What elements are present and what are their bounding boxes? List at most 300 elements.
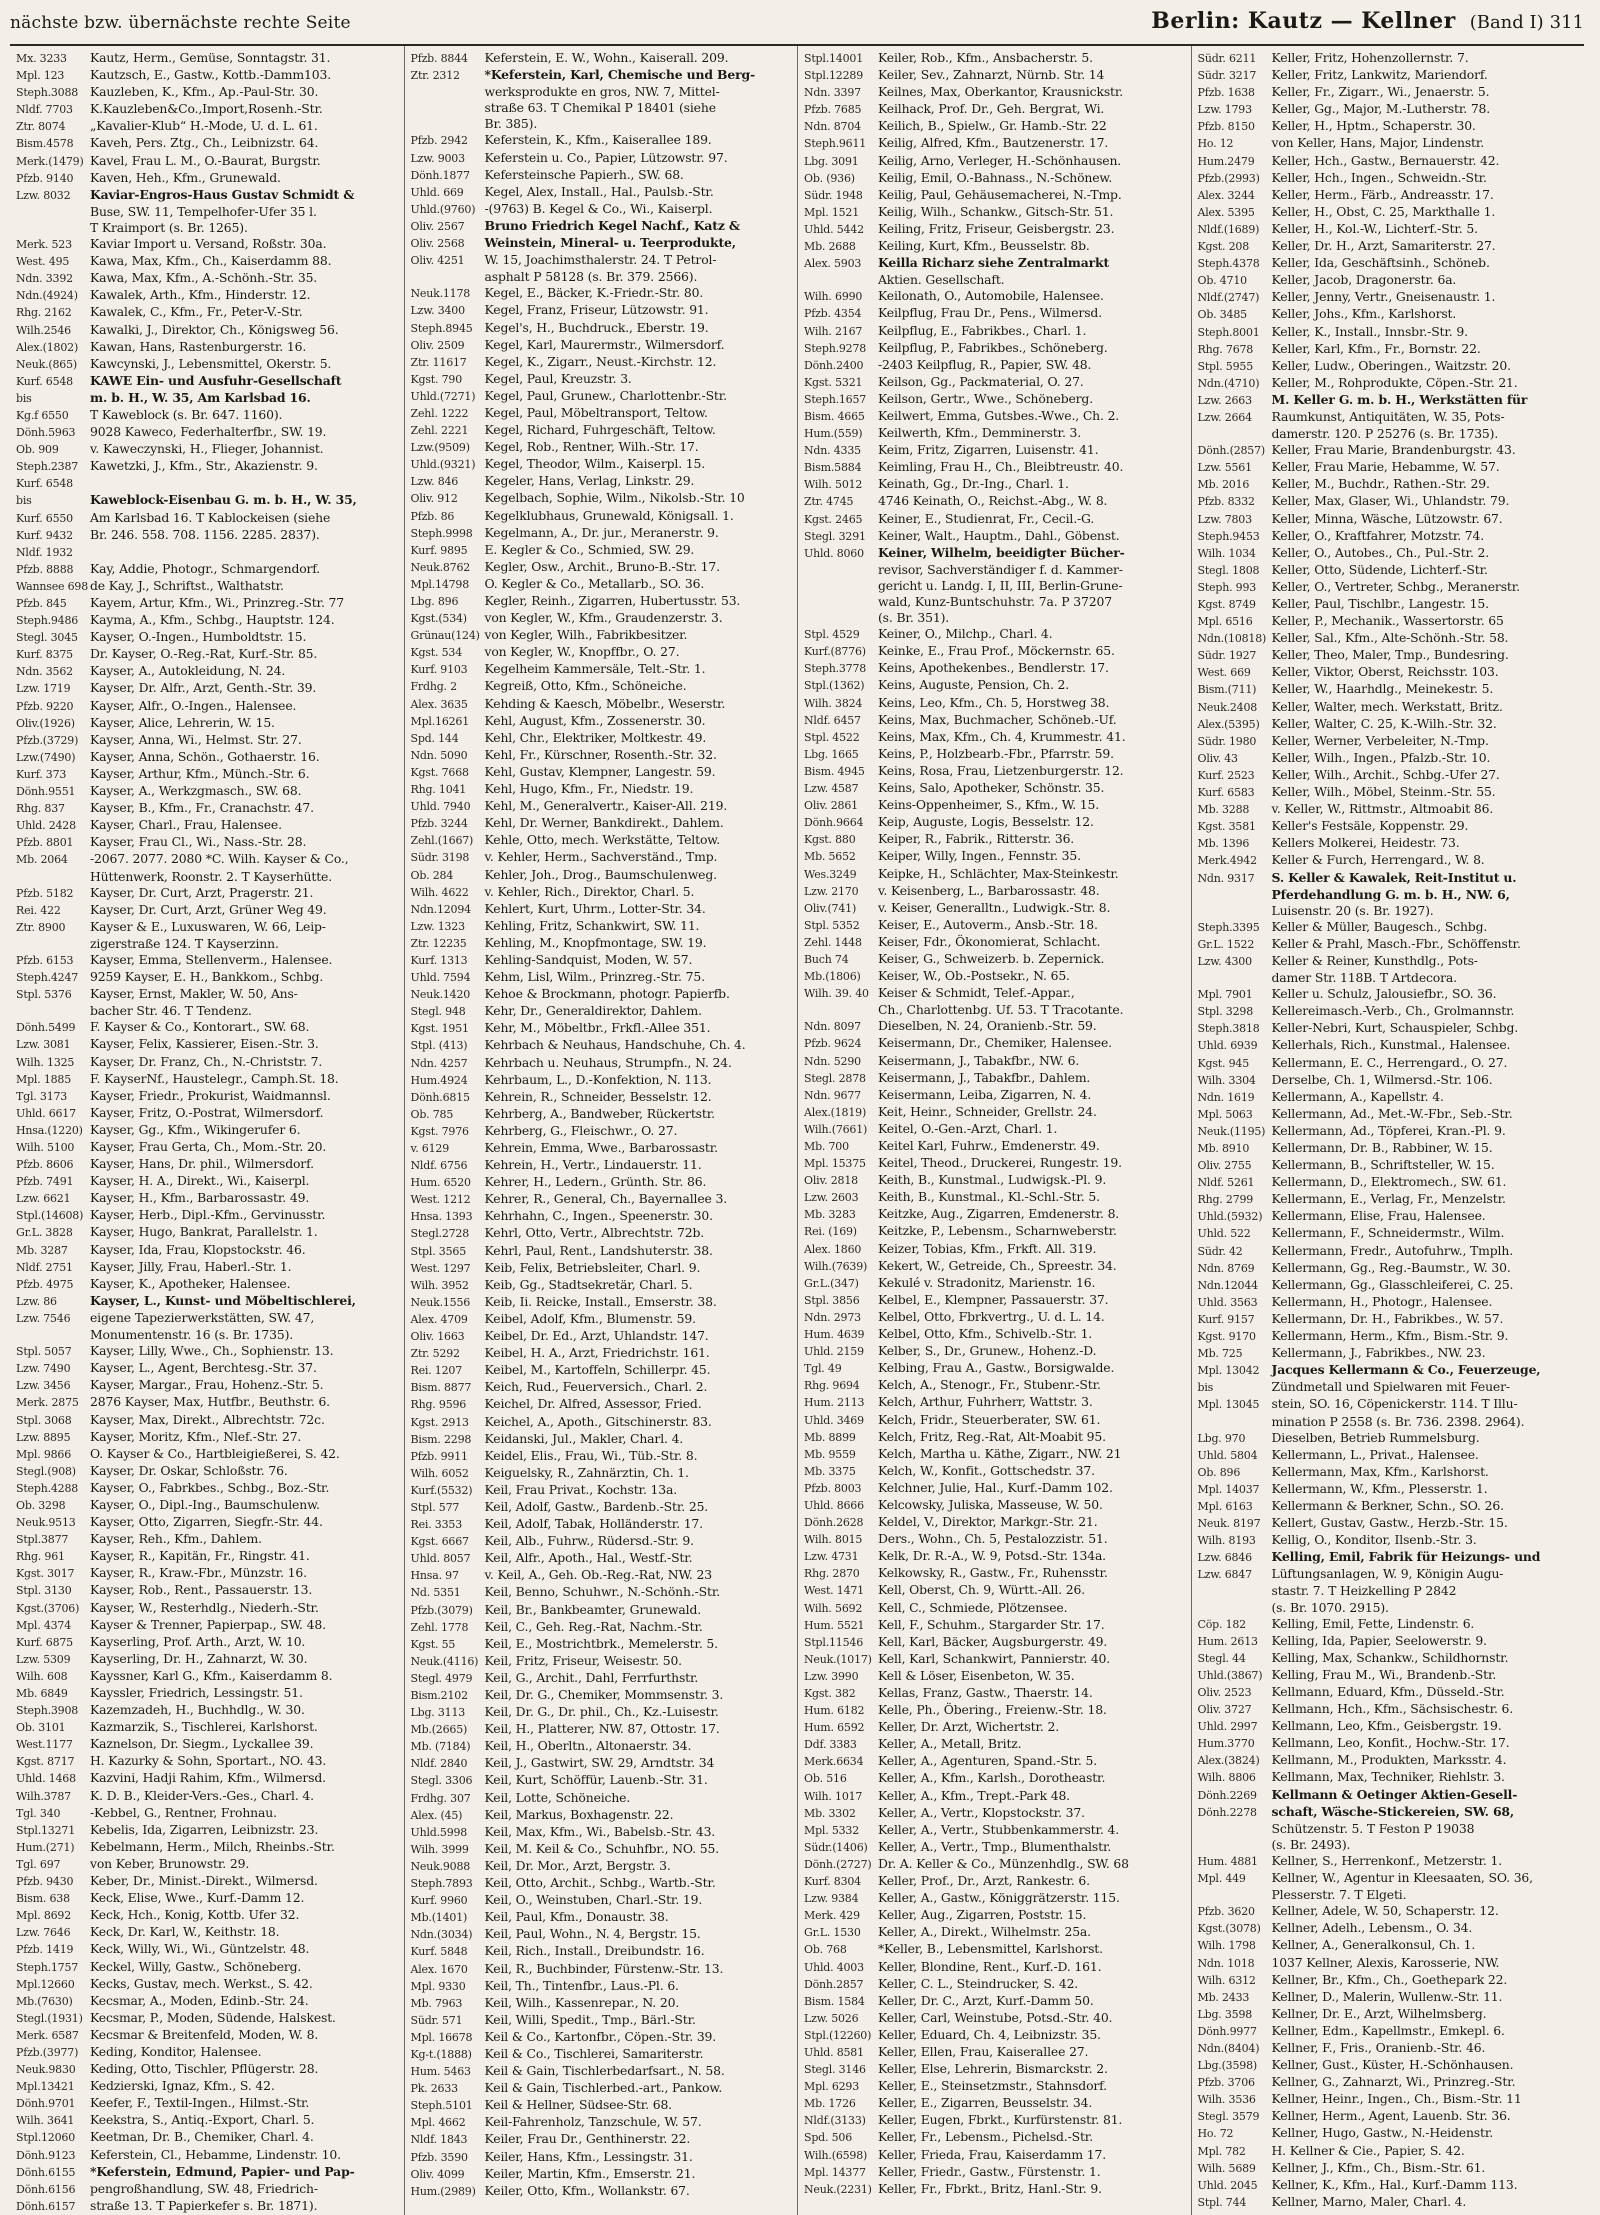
entry-text: Kecsmar & Breitenfeld, Moden, W. 8. — [90, 2026, 319, 2042]
phone-exchange: Bism. 1584 — [804, 1994, 865, 2008]
entry-text: Kell & Löser, Eisenbeton, W. 35. — [878, 1667, 1075, 1683]
phone-exchange: Wilh. 3536 — [1197, 2093, 1256, 2107]
directory-entry — [16, 1139, 398, 1156]
entry-text: Keib, Felix, Betriebsleiter, Charl. 9. — [484, 1259, 701, 1275]
entry-text: Kehrbach & Neuhaus, Handschuhe, Ch. 4. — [484, 1037, 746, 1053]
entry-text: Keisermann, J., Tabakfbr., NW. 6. — [878, 1052, 1080, 1068]
directory-entry — [16, 800, 398, 817]
entry-text: Keding, Otto, Tischler, Pflügerstr. 28. — [90, 2061, 319, 2077]
directory-entry — [16, 715, 398, 732]
phone-exchange: Südr. 571 — [410, 2013, 463, 2027]
phone-exchange: Pfzb. 9624 — [804, 1037, 862, 1051]
entry-text: Keiling, Kurt, Kfm., Beusselstr. 8b. — [878, 238, 1090, 254]
directory-entry — [804, 934, 1185, 951]
phone-exchange: Wes.3249 — [804, 867, 857, 881]
entry-text: K.Kauzleben&Co.,Import,Rosenh.-Str. — [90, 101, 323, 117]
directory-entry — [804, 1634, 1185, 1651]
phone-exchange: Stegl. 1808 — [1197, 563, 1260, 577]
entry-text: Keller u. Schulz, Jalousiefbr., SO. 36. — [1271, 986, 1497, 1002]
phone-exchange: Mpl.12660 — [16, 1977, 75, 1991]
entry-text: Keilpflug, E., Fabrikbes., Charl. 1. — [878, 322, 1087, 338]
directory-entry — [1198, 1260, 1579, 1277]
entry-text: Keilich, B., Spielw., Gr. Hamb.-Str. 22 — [878, 118, 1107, 134]
phone-exchange: Ob. 3101 — [16, 1721, 66, 1735]
entry-text: Keiner, O., Milchp., Charl. 4. — [878, 626, 1053, 642]
phone-exchange: Nldf. 5261 — [1197, 1176, 1255, 1190]
entry-text: Keller, E., Steinsetzmstr., Stahnsdorf. — [878, 2078, 1107, 2094]
phone-exchange: Hum. 6182 — [804, 1704, 865, 1718]
entry-text: Br. 246. 558. 708. 1156. 2285. 2837). — [90, 526, 320, 542]
directory-entry — [804, 1924, 1185, 1941]
phone-exchange: Lzw. 7646 — [16, 1926, 71, 1940]
directory-entry — [411, 2097, 792, 2114]
directory-entry — [411, 1790, 792, 1807]
entry-text: Kehle, Otto, mech. Werkstätte, Teltow. — [484, 832, 721, 848]
phone-exchange: Dönh.6157 — [16, 2199, 76, 2213]
directory-entry — [411, 1106, 792, 1123]
directory-entry — [411, 918, 792, 935]
directory-entry — [1198, 784, 1579, 801]
directory-entry — [411, 1961, 792, 1978]
entry-text: Kegel, Rob., Rentner, Wilh.-Str. 17. — [484, 439, 699, 455]
directory-entry — [411, 747, 792, 764]
phone-exchange: Rei. 422 — [16, 903, 61, 917]
phone-exchange: Uhld.5998 — [410, 1825, 468, 1839]
phone-exchange: Oliv. 2509 — [410, 338, 465, 352]
phone-exchange: Wilh. 1798 — [1197, 1939, 1256, 1953]
phone-exchange: Lzw. 1719 — [16, 682, 71, 696]
entry-text: Kellner, G., Zahnarzt, Wi., Prinzreg.-Str. — [1271, 2074, 1516, 2090]
directory-entry — [411, 1037, 792, 1054]
directory-entry — [411, 986, 792, 1003]
phone-exchange: Kgst. 880 — [804, 833, 856, 847]
directory-entry — [1198, 1870, 1579, 1887]
directory-entry — [804, 288, 1185, 305]
entry-text: Kehrberg, A., Bandweber, Rückertstr. — [484, 1105, 715, 1121]
directory-entry — [804, 848, 1185, 865]
entry-text: stein, SO. 16, Cöpenickerstr. 114. T Illu- — [1271, 1396, 1518, 1412]
entry-text: Keitzke, Aug., Zigarren, Emdenerstr. 8. — [878, 1206, 1120, 1222]
entry-text: Kayser, Hugo, Bankrat, Parallelstr. 1. — [90, 1224, 318, 1240]
directory-entry — [1198, 936, 1579, 953]
directory-entry — [411, 1687, 792, 1704]
phone-exchange: Ndn. 3397 — [804, 86, 861, 100]
directory-entry — [804, 2112, 1185, 2129]
phone-exchange: Lbg. 3113 — [410, 1706, 466, 1720]
phone-exchange: Pfzb. 9220 — [16, 699, 74, 713]
entry-text: Kehlert, Kurt, Uhrm., Lotter-Str. 34. — [484, 900, 706, 916]
entry-text: wald, Kunz-Buntschuhstr. 7a. P 37207 — [878, 594, 1112, 609]
phone-exchange: Pfzb. 4975 — [16, 1277, 74, 1291]
phone-exchange: Grünau(124) — [410, 629, 480, 643]
entry-text: Keiler, Sev., Zahnarzt, Nürnb. Str. 14 — [878, 67, 1105, 83]
entry-text: T Kaweblock (s. Br. 647. 1160). — [90, 406, 283, 422]
phone-exchange: Hum.(271) — [16, 1840, 75, 1854]
directory-entry — [804, 883, 1185, 900]
phone-exchange: Tgl. 3173 — [16, 1089, 68, 1103]
directory-entry — [16, 304, 398, 321]
phone-exchange: Mb. 2016 — [1197, 478, 1250, 492]
directory-entry — [16, 1685, 398, 1702]
phone-exchange: Stpl. 5376 — [16, 988, 72, 1002]
directory-entry — [1198, 1140, 1579, 1157]
entry-text: Kegeler, Hans, Verlag, Linkstr. 29. — [484, 473, 695, 489]
entry-text: Keding, Konditor, Halensee. — [90, 2043, 262, 2059]
directory-entry — [804, 2061, 1185, 2078]
directory-entry — [411, 935, 792, 952]
directory-entry — [16, 663, 398, 680]
phone-exchange: Lbg.(3598) — [1197, 2059, 1257, 2073]
entry-text: Keller, Werner, Verbeleiter, N.-Tmp. — [1271, 732, 1489, 748]
phone-exchange: Kurf. 8304 — [804, 1875, 861, 1889]
directory-entry — [1198, 986, 1579, 1003]
directory-entry — [16, 1019, 398, 1036]
entry-text: Keil, Willi, Spedit., Tmp., Bärl.-Str. — [484, 2011, 696, 2027]
phone-exchange: Steph.4288 — [16, 1481, 79, 1495]
directory-entry — [804, 578, 1185, 594]
directory-entry — [16, 1480, 398, 1497]
entry-text: Kellereimasch.-Verb., Ch., Grolmannstr. — [1271, 1003, 1515, 1019]
directory-entry — [411, 2063, 792, 2080]
phone-exchange: Pfzb.(3079) — [410, 1603, 473, 1617]
phone-exchange: Mpl. 782 — [1197, 2144, 1246, 2158]
directory-entry — [804, 1839, 1185, 1856]
phone-exchange: Kgst. 208 — [1197, 240, 1250, 254]
entry-text: Keller, Ellen, Frau, Kaiserallee 27. — [878, 2043, 1089, 2059]
directory-entry — [1198, 1055, 1579, 1072]
directory-entry — [16, 492, 398, 509]
phone-exchange: Mb. 2433 — [1197, 1990, 1250, 2004]
directory-entry — [804, 84, 1185, 101]
directory-entry — [411, 1653, 792, 1670]
entry-text: Keil, Rich., Install., Dreibundstr. 16. — [484, 1943, 705, 1959]
directory-entry — [1198, 426, 1579, 442]
directory-entry — [1198, 1853, 1579, 1870]
phone-exchange: Lzw. 2663 — [1197, 393, 1252, 407]
directory-entry — [411, 1431, 792, 1448]
directory-entry — [411, 832, 792, 849]
phone-exchange: Hum. 5463 — [410, 2065, 471, 2079]
entry-text: straße 13. T Papierkefer s. Br. 1871). — [90, 2197, 318, 2213]
phone-exchange: Kurf. 9103 — [410, 663, 468, 677]
phone-exchange: Ndn. 4335 — [804, 444, 861, 458]
entry-text: werksprodukte en gros, NW. 7, Mittel- — [484, 84, 720, 100]
entry-text: Kegelklubhaus, Grunewald, Königsall. 1. — [484, 507, 734, 523]
phone-exchange: Uhld. 5804 — [1197, 1448, 1258, 1462]
entry-text: Kelbel, E., Klempner, Passauerstr. 37. — [878, 1291, 1109, 1307]
directory-entry — [804, 1788, 1185, 1805]
entry-text: Keller, O., Vertreter, Schbg., Meranerstr. — [1271, 578, 1520, 594]
entry-text: Keibel, Adolf, Kfm., Blumenstr. 59. — [484, 1310, 696, 1326]
entry-text: Keilwerth, Kfm., Demminerstr. 3. — [878, 425, 1082, 441]
entry-text: Keitel, O.-Gen.-Arzt, Charl. 1. — [878, 1120, 1058, 1136]
directory-entry — [1198, 2057, 1579, 2074]
phone-exchange: Wilh. 39. 40 — [804, 987, 869, 1001]
entry-text: Keller, Jacob, Dragonerstr. 6a. — [1271, 272, 1457, 288]
phone-exchange: Neuk.(4116) — [410, 1654, 479, 1668]
entry-text: Keller, Wilh., Möbel, Steinm.-Str. 55. — [1271, 784, 1496, 800]
phone-exchange: Alex. (45) — [410, 1808, 463, 1822]
entry-text: Kaven, Heh., Kfm., Grunewald. — [90, 169, 281, 185]
directory-entry — [16, 1105, 398, 1122]
directory-entry — [411, 525, 792, 542]
entry-text: Kaznelson, Dr. Siegm., Lyckallee 39. — [90, 1736, 314, 1752]
directory-entry — [16, 749, 398, 766]
entry-text: Keilpflug, Frau Dr., Pens., Wilmersd. — [878, 305, 1102, 321]
phone-exchange: Lzw. 9003 — [410, 151, 465, 165]
entry-text: Keil, Br., Bankbeamter, Grunewald. — [484, 1601, 702, 1617]
entry-text: Kehl, Hugo, Kfm., Fr., Niedstr. 19. — [484, 781, 694, 797]
directory-entry — [804, 1873, 1185, 1890]
entry-text: Kehding & Kaesch, Möbelbr., Weserstr. — [484, 695, 726, 711]
directory-entry — [1198, 887, 1579, 903]
entry-text: Kayser, Dr. Alfr., Arzt, Genth.-Str. 39. — [90, 680, 317, 696]
phone-exchange: Wilh. 2167 — [804, 324, 863, 338]
phone-exchange: Uhld. 669 — [410, 185, 464, 199]
directory-entry — [411, 781, 792, 798]
entry-text: Keil, R., Buchbinder, Fürstenw.-Str. 13. — [484, 1960, 724, 1976]
directory-entry — [1198, 1701, 1579, 1718]
entry-text: revisor, Sachverständiger f. d. Kammer- — [878, 561, 1123, 577]
entry-text: Jacques Kellermann & Co., Feuerzeuge, — [1271, 1362, 1541, 1378]
entry-text: Keins, Auguste, Pension, Ch. 2. — [878, 677, 1070, 693]
entry-text: Keller, Blondine, Rent., Kurf.-D. 161. — [878, 1958, 1102, 1974]
phone-exchange: Kgst.(3078) — [1197, 1922, 1261, 1936]
directory-entry — [16, 475, 398, 492]
phone-exchange: Ob. 768 — [804, 1943, 847, 1957]
phone-exchange: Pfzb. 7685 — [804, 103, 862, 117]
directory-entry — [804, 1189, 1185, 1206]
phone-exchange: Nd. 5351 — [410, 1586, 461, 1600]
entry-text: Keil, Markus, Boxhagenstr. 22. — [484, 1806, 674, 1822]
entry-text: Keitel Karl, Fuhrw., Emdenerstr. 49. — [878, 1138, 1100, 1153]
phone-exchange: Hum.2479 — [1197, 154, 1255, 168]
phone-exchange: Pfzb. 8003 — [804, 1481, 862, 1495]
entry-text: Kegel, Paul, Kreuzstr. 3. — [484, 370, 632, 386]
entry-text: Dieselben, Betrieb Rummelsburg. — [1271, 1429, 1480, 1445]
phone-exchange: Mpl. 5332 — [804, 1823, 860, 1837]
entry-text: Kell, C., Schmiede, Plötzensee. — [878, 1599, 1068, 1615]
directory-entry — [1198, 681, 1579, 698]
directory-entry — [804, 204, 1185, 221]
directory-entry — [16, 204, 398, 220]
entry-text: Keller, O., Kraftfahrer, Motzstr. 74. — [1271, 527, 1485, 543]
phone-exchange: Ztr. 8074 — [16, 120, 66, 134]
directory-entry — [16, 1360, 398, 1377]
directory-entry — [411, 542, 792, 559]
directory-entry — [1198, 596, 1579, 613]
entry-text: Keimling, Frau H., Ch., Bleibtreustr. 40. — [878, 459, 1124, 475]
entry-text: Keins, Max, Buchmacher, Schöneb.-Uf. — [878, 711, 1117, 727]
directory-columns — [10, 46, 1584, 2213]
phone-exchange: Kurf. 6550 — [16, 511, 73, 525]
directory-entry — [1198, 255, 1579, 272]
phone-exchange: Pfzb. 1419 — [16, 1943, 74, 1957]
phone-exchange: Rhg. 9596 — [410, 1398, 467, 1412]
phone-exchange: Lzw. 2603 — [804, 1191, 859, 1205]
entry-text: Kayser, Max, Direkt., Albrechtstr. 72c. — [90, 1411, 325, 1427]
entry-text: Keil, Kurt, Schöffür, Lauenb.-Str. 31. — [484, 1772, 708, 1788]
entry-text: Kehling-Sandquist, Moden, W. 57. — [484, 951, 693, 967]
directory-entry — [1198, 1072, 1579, 1089]
entry-text: Keiser, W., Ob.-Postsekr., N. 65. — [878, 968, 1070, 984]
directory-entry — [1198, 289, 1579, 306]
phone-exchange: Lzw.(9509) — [410, 441, 470, 455]
phone-exchange: Uhld. 2045 — [1197, 2178, 1258, 2192]
entry-text: Kayser, Rob., Rent., Passauerstr. 13. — [90, 1582, 313, 1598]
entry-text: Keil, Adolf, Gastw., Bardenb.-Str. 25. — [484, 1498, 709, 1514]
entry-text: Kayser, Herb., Dipl.-Kfm., Gervinusstr. — [90, 1207, 326, 1223]
directory-entry — [16, 1224, 398, 1241]
directory-entry — [16, 885, 398, 902]
phone-exchange: Kurf. 5848 — [410, 1945, 468, 1959]
phone-exchange: Ob. 3298 — [16, 1498, 66, 1512]
phone-exchange: Mpl. 9866 — [16, 1447, 72, 1461]
directory-entry — [16, 170, 398, 187]
directory-entry — [16, 2027, 398, 2044]
entry-text: Keil, Alfr., Apoth., Hal., Westf.-Str. — [484, 1550, 693, 1566]
entry-text: Kayser, Lilly, Wwe., Ch., Sophienstr. 13. — [90, 1343, 334, 1359]
directory-entry — [804, 153, 1185, 170]
phone-exchange: Merk. 2875 — [16, 1396, 79, 1410]
phone-exchange: Oliv.(741) — [804, 901, 857, 915]
phone-exchange: Steph. 993 — [1197, 580, 1257, 594]
phone-exchange: Mb. 2688 — [804, 240, 856, 254]
phone-exchange: Lzw. 6846 — [1197, 1551, 1252, 1565]
phone-exchange: Lbg. 3598 — [1197, 2007, 1253, 2021]
directory-entry — [16, 322, 398, 339]
entry-text: Keller, Carl, Weinstube, Potsd.-Str. 40. — [878, 2009, 1113, 2025]
entry-text: Kayser, O., Fabrkbes., Schbg., Boz.-Str. — [90, 1479, 330, 1495]
phone-exchange: Steph.9486 — [16, 614, 79, 628]
directory-entry — [16, 595, 398, 612]
phone-exchange: Lbg. 970 — [1197, 1431, 1246, 1445]
phone-exchange: Mb. 3283 — [804, 1208, 856, 1222]
phone-exchange: Dönh.2278 — [1197, 1805, 1257, 1819]
phone-exchange: Lzw. 9384 — [804, 1892, 859, 1906]
directory-entry — [1198, 953, 1579, 970]
entry-text: Kellmann, Max, Techniker, Riehlstr. 3. — [1271, 1769, 1505, 1785]
entry-text: Keller, E., Zigarren, Beusselstr. 34. — [878, 2095, 1093, 2111]
entry-text: schaft, Wäsche-Stickereien, SW. 68, — [1271, 1803, 1515, 1819]
directory-entry — [411, 1567, 792, 1584]
directory-entry — [16, 783, 398, 800]
entry-text: zigerstraße 124. T Kayserzinn. — [90, 935, 279, 951]
entry-text: Kayser, Felix, Kassierer, Eisen.-Str. 3. — [90, 1036, 319, 1052]
phone-exchange: Bism. 8877 — [410, 1381, 472, 1395]
directory-entry — [16, 2147, 398, 2164]
entry-text: Kayser, Emma, Stellenverm., Halensee. — [90, 951, 333, 967]
directory-entry — [1198, 2143, 1579, 2160]
entry-text: Keith, B., Kunstmal., Kl.-Schl.-Str. 5. — [878, 1189, 1100, 1205]
entry-text: Keller, O., Autobes., Ch., Pul.-Str. 2. — [1271, 544, 1490, 560]
directory-entry — [411, 1482, 792, 1499]
phone-exchange: Ob. 4710 — [1197, 274, 1247, 288]
phone-exchange: Steph.9453 — [1197, 529, 1260, 543]
directory-entry — [16, 1463, 398, 1480]
directory-entry — [1198, 1447, 1579, 1464]
directory-entry — [1198, 1616, 1579, 1633]
directory-entry — [804, 1856, 1185, 1873]
phone-exchange: Lzw. 5561 — [1197, 461, 1252, 475]
entry-text: Kayser, W., Resterhdlg., Niederh.-Str. — [90, 1599, 319, 1615]
entry-text: Kehrein, Emma, Wwe., Barbarossastr. — [484, 1140, 718, 1155]
directory-entry — [16, 135, 398, 152]
phone-exchange: Alex. 1670 — [410, 1962, 468, 1976]
phone-exchange: Lzw. 8032 — [16, 188, 71, 202]
directory-entry — [411, 1755, 792, 1772]
directory-entry — [1198, 1243, 1579, 1260]
directory-entry — [804, 1719, 1185, 1736]
phone-exchange: Ndn.(4924) — [16, 289, 78, 303]
entry-text: Kebelis, Ida, Zigarren, Leibnizstr. 23. — [90, 1821, 319, 1837]
entry-text: Keiler, Frau Dr., Genthinerstr. 22. — [484, 2131, 691, 2147]
entry-text: Keim, Fritz, Zigarren, Luisenstr. 41. — [878, 442, 1099, 458]
entry-text: Keit, Heinr., Schneider, Grellstr. 24. — [878, 1103, 1097, 1119]
directory-entry — [411, 1277, 792, 1294]
entry-text: Kellermann & Berkner, Schn., SO. 26. — [1271, 1497, 1504, 1513]
phone-exchange: Oliv. 912 — [410, 492, 458, 506]
entry-text: bacher Str. 46. T Tendenz. — [90, 1003, 252, 1019]
entry-text: Keiser, Fdr., Ökonomierat, Schlacht. — [878, 933, 1101, 949]
directory-entry — [16, 1156, 398, 1173]
entry-text: Keller, Else, Lehrerin, Bismarckstr. 2. — [878, 2061, 1108, 2077]
entry-text: Kayser, O., Dipl.-Ing., Baumschulenw. — [90, 1496, 320, 1512]
entry-text: Kayser, Reh., Kfm., Dahlem. — [90, 1531, 262, 1547]
directory-entry — [804, 1702, 1185, 1719]
directory-entry — [1198, 528, 1579, 545]
phone-exchange: Alex.(1819) — [804, 1105, 867, 1119]
directory-entry — [804, 712, 1185, 729]
directory-entry — [1198, 221, 1579, 238]
phone-exchange: Mb. 1396 — [1197, 837, 1250, 851]
phone-exchange: Kgst. 7976 — [410, 1124, 469, 1138]
entry-text: Keck, Willy, Wi., Wi., Güntzelstr. 48. — [90, 1941, 310, 1957]
directory-entry — [411, 1260, 792, 1277]
phone-exchange: Pfzb. 9140 — [16, 171, 74, 185]
entry-text: Kehrein, H., Vertr., Lindauerstr. 11. — [484, 1157, 702, 1173]
phone-exchange: Mb. 6849 — [16, 1687, 68, 1700]
directory-entry — [804, 1002, 1185, 1018]
phone-exchange: Ndn. 2973 — [804, 1310, 861, 1324]
entry-text: pengroßhandlung, SW. 48, Friedrich- — [90, 2180, 318, 2196]
directory-entry — [1198, 1583, 1579, 1599]
directory-entry — [16, 2078, 398, 2095]
entry-text: Kellermann, Ad., Met.-W.-Fbr., Seb.-Str. — [1271, 1105, 1513, 1121]
column-4 — [1191, 46, 1585, 2215]
directory-entry — [804, 610, 1185, 626]
phone-exchange: Wilh. 1017 — [804, 1789, 863, 1803]
directory-entry — [1198, 647, 1579, 664]
entry-text: Kayser, R., Kraw.-Fbr., Münzstr. 16. — [90, 1565, 307, 1581]
phone-exchange: Pfzb. 8150 — [1197, 120, 1255, 134]
entry-text: Kegel, Karl, Maurermstr., Wilmersdorf. — [484, 336, 725, 352]
entry-text: Keil & Gain, Tischlerbedarfsart., N. 58. — [484, 2063, 725, 2079]
directory-entry — [1198, 1650, 1579, 1667]
entry-text: (s. Br. 2493). — [1271, 1836, 1351, 1852]
phone-exchange: Wilh. 8193 — [1197, 1534, 1256, 1548]
entry-text: Keekstra, S., Antiq.-Export, Charl. 5. — [90, 2112, 315, 2128]
phone-exchange: Stpl. 5352 — [804, 918, 860, 932]
phone-exchange: Steph.3395 — [1197, 920, 1260, 934]
entry-text: Keil, C., Geh. Reg.-Rat, Nachm.-Str. — [484, 1618, 703, 1634]
directory-entry — [1198, 1003, 1579, 1020]
phone-exchange: Lzw. 4300 — [1197, 954, 1252, 968]
directory-entry — [411, 1619, 792, 1636]
directory-entry — [16, 1293, 398, 1310]
entry-text: 1037 Kellner, Alexis, Karosserie, NW. — [1271, 1954, 1500, 1970]
phone-exchange: Kg-t.(1888) — [410, 2047, 472, 2061]
